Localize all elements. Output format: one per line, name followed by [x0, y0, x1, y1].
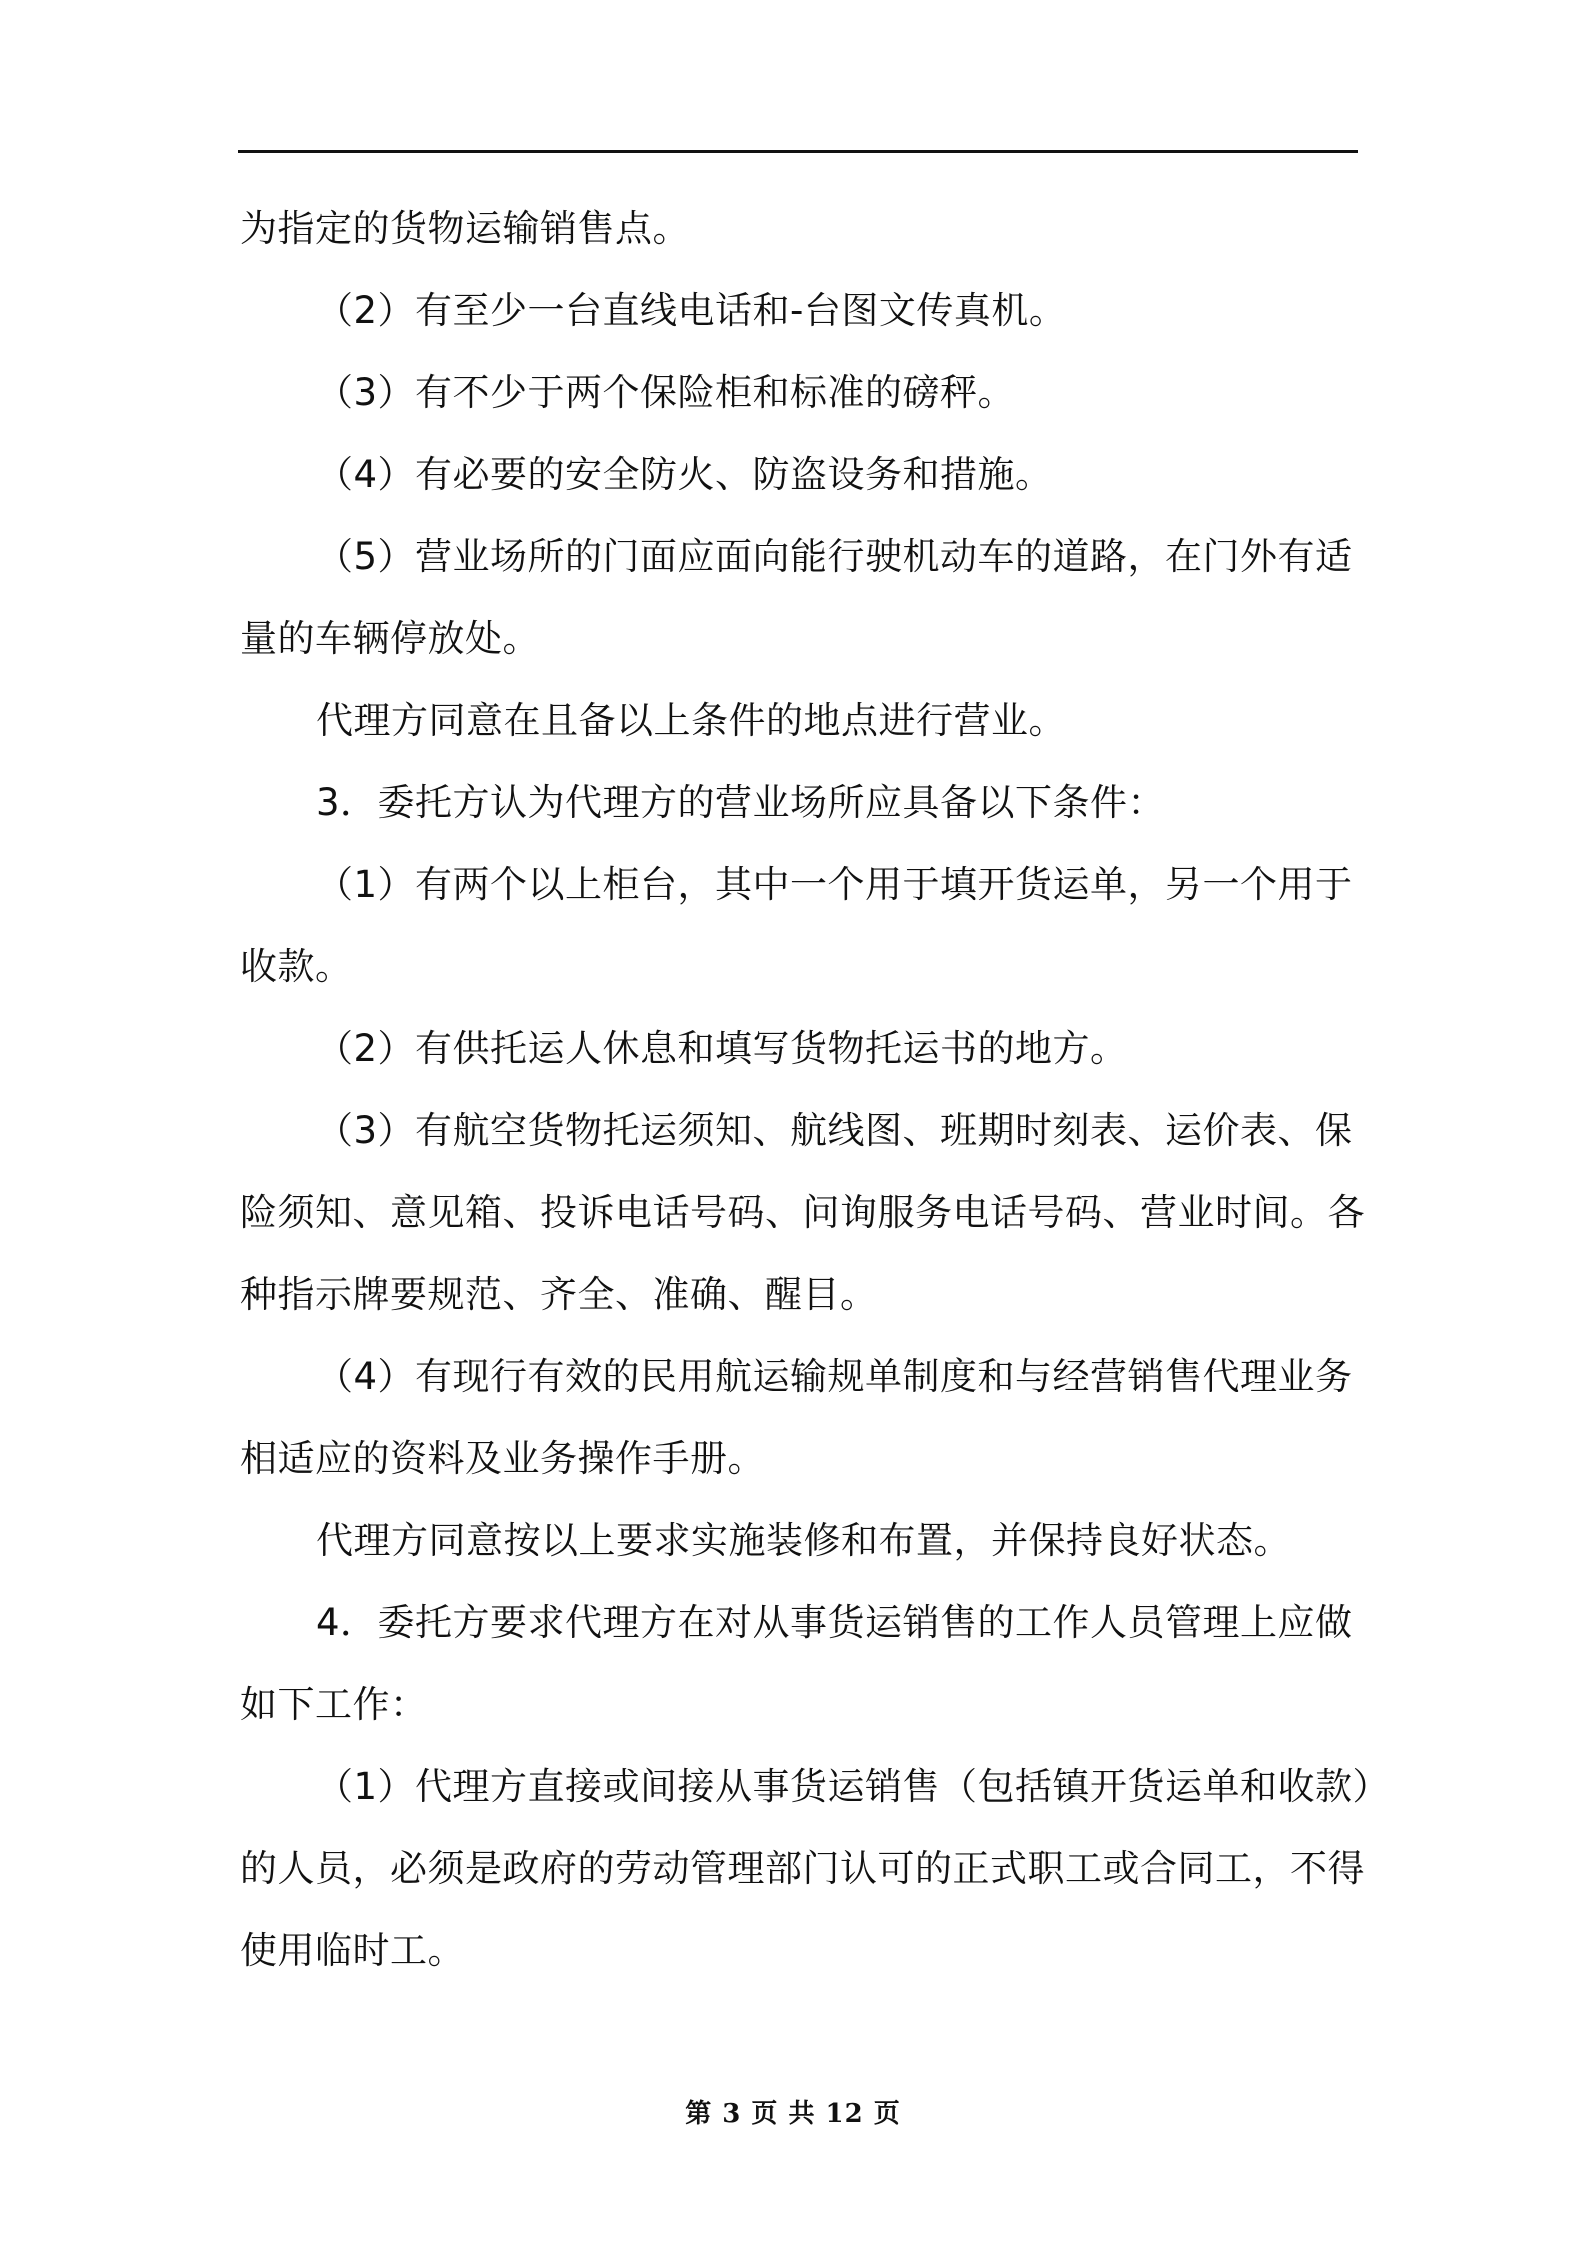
- text-line: 险须知、意见箱、投诉电话号码、问询服务电话号码、营业时间。各: [240, 1191, 1365, 1234]
- text-line: （3）有不少于两个保险柜和标准的磅秤。: [316, 371, 1016, 414]
- page-number: 第 3 页 共 12 页: [685, 2099, 901, 2129]
- text-line: 收款。: [240, 945, 353, 988]
- text-line: （4）有现行有效的民用航运输规单制度和与经营销售代理业务: [316, 1355, 1353, 1398]
- text-line: 的人员，必须是政府的劳动管理部门认可的正式职工或合同工，不得: [240, 1847, 1365, 1890]
- text-line: （1）代理方直接或间接从事货运销售（包括镇开货运单和收款）: [316, 1765, 1391, 1808]
- text-line: 3．委托方认为代理方的营业场所应具备以下条件：: [316, 781, 1166, 824]
- header-rule: [238, 150, 1358, 153]
- text-line: （5）营业场所的门面应面向能行驶机动车的道路，在门外有适: [316, 535, 1353, 578]
- text-line: （2）有供托运人休息和填写货物托运书的地方。: [316, 1027, 1128, 1070]
- text-line: （2）有至少一台直线电话和-台图文传真机。: [316, 289, 1067, 332]
- text-line: 量的车辆停放处。: [240, 617, 540, 660]
- text-line: 为指定的货物运输销售点。: [240, 207, 690, 250]
- text-line: 4．委托方要求代理方在对从事货运销售的工作人员管理上应做: [316, 1601, 1353, 1644]
- text-line: （3）有航空货物托运须知、航线图、班期时刻表、运价表、保: [316, 1109, 1353, 1152]
- text-line: 代理方同意按以上要求实施装修和布置，并保持良好状态。: [316, 1519, 1291, 1562]
- text-line: 使用临时工。: [240, 1929, 465, 1972]
- text-line: （1）有两个以上柜台，其中一个用于填开货运单，另一个用于: [316, 863, 1353, 906]
- text-line: 代理方同意在且备以上条件的地点进行营业。: [316, 699, 1066, 742]
- text-line: （4）有必要的安全防火、防盗设务和措施。: [316, 453, 1053, 496]
- text-line: 如下工作：: [240, 1683, 428, 1726]
- text-line: 相适应的资料及业务操作手册。: [240, 1437, 765, 1480]
- text-line: 种指示牌要规范、齐全、准确、醒目。: [240, 1273, 878, 1316]
